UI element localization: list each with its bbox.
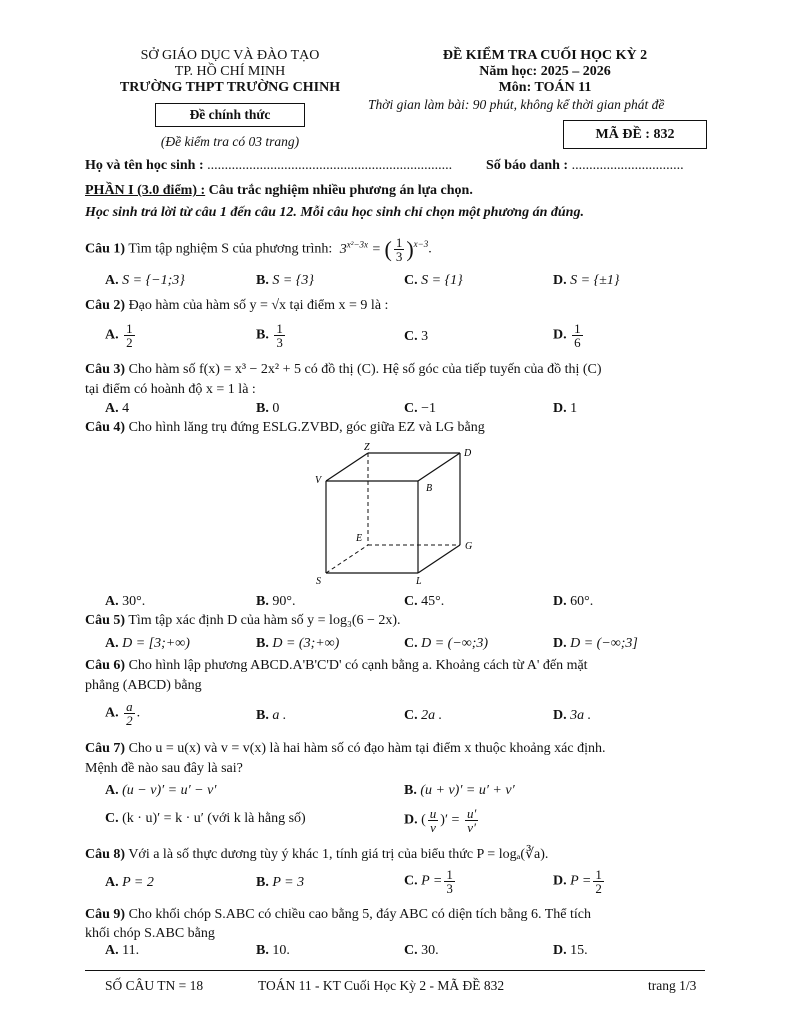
question-6-line2: phẳng (ABCD) bằng xyxy=(85,678,202,693)
question-text: Tìm tập nghiệm S của phương trình: xyxy=(128,241,333,257)
q9-option-b[interactable]: B. 10. xyxy=(256,943,290,958)
q2-option-d[interactable]: D. $\frac{1}{6}$ xyxy=(553,321,581,350)
q7-option-b[interactable]: B. (u + v)′ = u′ + v′ xyxy=(404,783,515,798)
exam-code-box: MÃ ĐỀ : 832 xyxy=(563,120,707,149)
q9-option-c[interactable]: C. 30. xyxy=(404,943,439,958)
time-note: Thời gian làm bài: 90 phút, không kể thời gian phát đề xyxy=(368,97,665,112)
footer-divider xyxy=(85,970,705,971)
q8-option-c[interactable]: C. P = $\frac{1}{3}$ xyxy=(404,867,453,896)
official-box: Đề chính thức xyxy=(155,103,305,127)
q5-option-a[interactable]: A. D = [3;+∞) xyxy=(105,636,190,651)
vertex-label-e: E xyxy=(356,533,363,544)
vertex-label-b: B xyxy=(426,483,433,494)
question-text: Tìm tập xác định D của hàm số y = log₃(6 − 2x). xyxy=(128,613,401,628)
vertex-label-z: Z xyxy=(364,443,370,453)
question-label: Câu 3) xyxy=(85,362,126,377)
question-2 xyxy=(85,298,388,314)
question-9-line2: khối chóp S.ABC bằng xyxy=(85,926,215,941)
q7-option-c[interactable]: C. (k · u)′ = k · u′ (với k là hằng số) xyxy=(105,811,306,826)
q2-option-a[interactable]: A. $\frac{1}{2}$ xyxy=(105,321,133,350)
vertex-label-v: V xyxy=(315,475,322,486)
question-label: Câu 9) xyxy=(85,907,126,922)
part1-instruction: Học sinh trả lời từ câu 1 đến câu 12. Mỗi câu học sinh chỉ chọn một phương án đúng. xyxy=(85,205,584,220)
q4-option-a[interactable]: A. 30°. xyxy=(105,594,146,609)
q2-option-c[interactable]: C. 3 xyxy=(404,329,429,344)
question-3 xyxy=(85,362,602,378)
q1-option-c[interactable]: C. S = {1} xyxy=(404,273,463,288)
question-4 xyxy=(85,420,485,436)
q4-option-d[interactable]: D. 60°. xyxy=(553,594,594,609)
q6-option-b[interactable]: B. a . xyxy=(256,708,287,723)
question-label: Câu 1) xyxy=(85,241,126,257)
question-6 xyxy=(85,658,588,674)
student-name-field[interactable]: ...................................................................... xyxy=(207,158,453,173)
q2-option-b[interactable]: B. $\frac{1}{3}$ xyxy=(256,321,283,350)
question-text: Cho hàm số f(x) = x³ − 2x² + 5 có đồ thị (C). Hệ số góc của tiếp tuyến của đồ thị (C) xyxy=(128,362,602,377)
student-id-row xyxy=(486,158,684,174)
question-text: Với a là số thực dương tùy ý khác 1, tính giá trị của biểu thức P = logₐ(∛a). xyxy=(128,847,549,862)
q1-option-b[interactable]: B. S = {3} xyxy=(256,273,314,288)
question-1: Câu 1) Tìm tập nghiệm S của phương trình: $3^{x^2-3x}$ = ( $\frac{1}{3}$ )$^{x-3}$. xyxy=(85,235,432,264)
part1-title-rest: Câu trắc nghiệm nhiều phương án lựa chọn. xyxy=(208,183,473,198)
part1-heading xyxy=(85,183,473,199)
question-text: Cho u = u(x) và v = v(x) là hai hàm số có đạo hàm tại điểm x thuộc khoảng xác định. xyxy=(128,741,606,756)
question-8 xyxy=(85,846,548,863)
exam-title: ĐỀ KIỂM TRA CUỐI HỌC KỲ 2 xyxy=(442,48,648,63)
part1-title: PHẦN I (3.0 điểm) : xyxy=(85,183,206,198)
q3-option-a[interactable]: A. 4 xyxy=(105,401,130,416)
q3-option-c[interactable]: C. −1 xyxy=(404,401,437,416)
question-label: Câu 5) xyxy=(85,613,126,628)
prism-figure xyxy=(310,443,480,588)
question-label: Câu 4) xyxy=(85,420,126,435)
q9-option-a[interactable]: A. 11. xyxy=(105,943,140,958)
q3-option-b[interactable]: B. 0 xyxy=(256,401,280,416)
q9-option-d[interactable]: D. 15. xyxy=(553,943,588,958)
q8-option-a[interactable]: A. P = 2 xyxy=(105,875,154,890)
question-label: Câu 8) xyxy=(85,847,126,862)
footer-question-count: SỐ CÂU TN = 18 xyxy=(105,978,204,993)
question-7-line2: Mệnh đề nào sau đây là sai? xyxy=(85,761,243,776)
question-3-line2: tại điểm có hoành độ x = 1 là : xyxy=(85,382,256,397)
q7-option-a[interactable]: A. (u − v)′ = u′ − v′ xyxy=(105,783,217,798)
city-name: TP. HỒ CHÍ MINH xyxy=(174,64,286,79)
student-id-label: Số báo danh : xyxy=(486,158,569,173)
question-label: Câu 2) xyxy=(85,298,126,313)
question-text: Cho hình lập phương ABCD.A'B'C'D' có cạnh bằng a. Khoảng cách từ A' đến mặt xyxy=(128,658,588,673)
q6-option-c[interactable]: C. 2a . xyxy=(404,708,443,723)
student-info-row xyxy=(85,158,452,174)
footer-exam-info: TOÁN 11 - KT Cuối Học Kỳ 2 - MÃ ĐỀ 832 xyxy=(258,978,505,993)
question-7 xyxy=(85,741,605,757)
question-9 xyxy=(85,907,591,923)
school-name: TRƯỜNG THPT TRƯỜNG CHINH xyxy=(119,80,341,95)
q6-option-d[interactable]: D. 3a . xyxy=(553,708,592,723)
department-name: SỞ GIÁO DỤC VÀ ĐÀO TẠO xyxy=(140,48,320,63)
vertex-label-s: S xyxy=(316,576,321,587)
question-text: Đạo hàm của hàm số y = √x tại điểm x = 9 là : xyxy=(128,298,389,313)
question-text: Cho hình lăng trụ đứng ESLG.ZVBD, góc giữa EZ và LG bằng xyxy=(128,420,485,435)
q4-option-b[interactable]: B. 90°. xyxy=(256,594,296,609)
question-label: Câu 6) xyxy=(85,658,126,673)
q5-option-b[interactable]: B. D = (3;+∞) xyxy=(256,636,340,651)
q4-option-c[interactable]: C. 45°. xyxy=(404,594,445,609)
vertex-label-d: D xyxy=(464,448,472,459)
footer-page-number: trang 1/3 xyxy=(648,978,697,993)
q1-option-d[interactable]: D. S = {±1} xyxy=(553,273,620,288)
question-text: Cho khối chóp S.ABC có chiều cao bằng 5, đáy ABC có diện tích bằng 6. Thể tích xyxy=(128,907,592,922)
q8-option-d[interactable]: D. P = $\frac{1}{2}$ xyxy=(553,867,602,896)
q5-option-c[interactable]: C. D = (−∞;3) xyxy=(404,636,489,651)
q8-option-b[interactable]: B. P = 3 xyxy=(256,875,305,890)
school-year: Năm học: 2025 – 2026 xyxy=(479,64,611,79)
student-name-label: Họ và tên học sinh : xyxy=(85,158,204,173)
subject: Môn: TOÁN 11 xyxy=(498,80,592,95)
student-id-field[interactable]: ................................ xyxy=(571,158,684,173)
pages-note: (Đề kiểm tra có 03 trang) xyxy=(160,134,300,149)
vertex-label-g: G xyxy=(465,541,473,552)
question-5 xyxy=(85,613,401,629)
q1-option-a[interactable]: A. S = {−1;3} xyxy=(105,273,185,288)
question-label: Câu 7) xyxy=(85,741,126,756)
q3-option-d[interactable]: D. 1 xyxy=(553,401,578,416)
vertex-label-l: L xyxy=(416,576,422,587)
q7-option-d[interactable]: D. ( $\frac{u}{v}$ )′ = $\frac{u'}{v'}$ xyxy=(404,806,477,835)
q5-option-d[interactable]: D. D = (−∞;3] xyxy=(553,636,638,651)
q6-option-a[interactable]: A. $\frac{a}{2}$ . xyxy=(105,699,141,728)
